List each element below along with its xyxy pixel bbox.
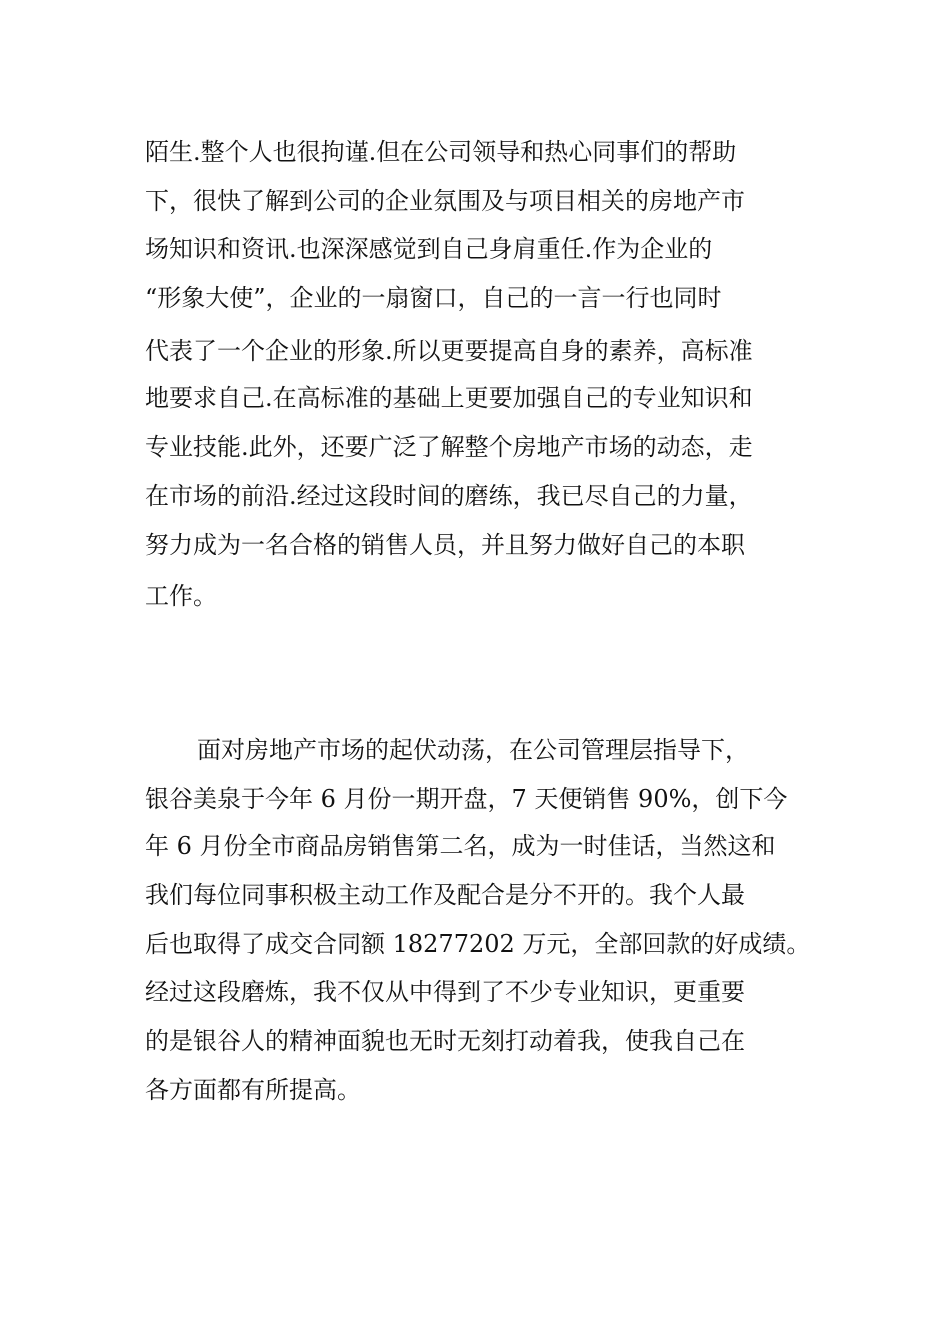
paragraph-line: 在市场的前沿.经过这段时间的磨练，我已尽自己的力量， bbox=[145, 482, 753, 510]
paragraph-line: 下，很快了解到公司的企业氛围及与项目相关的房地产市 bbox=[145, 187, 745, 215]
paragraph-line: 代表了一个企业的形象.所以更要提高自身的素养，高标准 bbox=[145, 337, 753, 365]
paragraph-line: 的是银谷人的精神面貌也无时无刻打动着我，使我自己在 bbox=[145, 1027, 745, 1055]
paragraph-line: 地要求自己.在高标准的基础上更要加强自己的专业知识和 bbox=[145, 384, 753, 412]
paragraph-line: 场知识和资讯.也深深感觉到自己身肩重任.作为企业的 bbox=[145, 235, 713, 263]
paragraph-line: 面对房地产市场的起伏动荡，在公司管理层指导下， bbox=[197, 736, 749, 764]
paragraph-line: 银谷美泉于今年 6 月份一期开盘，7 天便销售 90%，创下今 bbox=[145, 785, 788, 813]
paragraph-line: 陌生.整个人也很拘谨.但在公司领导和热心同事们的帮助 bbox=[145, 138, 737, 166]
paragraph-line: 工作。 bbox=[145, 582, 217, 610]
paragraph-line: 专业技能.此外，还要广泛了解整个房地产市场的动态，走 bbox=[145, 433, 753, 461]
paragraph-line: 经过这段磨炼，我不仅从中得到了不少专业知识，更重要 bbox=[145, 978, 745, 1006]
paragraph-line: “形象大使”，企业的一扇窗口，自己的一言一行也同时 bbox=[145, 284, 722, 312]
paragraph-line: 努力成为一名合格的销售人员，并且努力做好自己的本职 bbox=[145, 531, 745, 559]
paragraph-line: 各方面都有所提高。 bbox=[145, 1076, 361, 1104]
paragraph-line: 我们每位同事积极主动工作及配合是分不开的。我个人最 bbox=[145, 881, 745, 909]
paragraph-line: 后也取得了成交合同额 18277202 万元，全部回款的好成绩。 bbox=[145, 930, 811, 958]
paragraph-line: 年 6 月份全市商品房销售第二名，成为一时佳话，当然这和 bbox=[145, 832, 776, 860]
